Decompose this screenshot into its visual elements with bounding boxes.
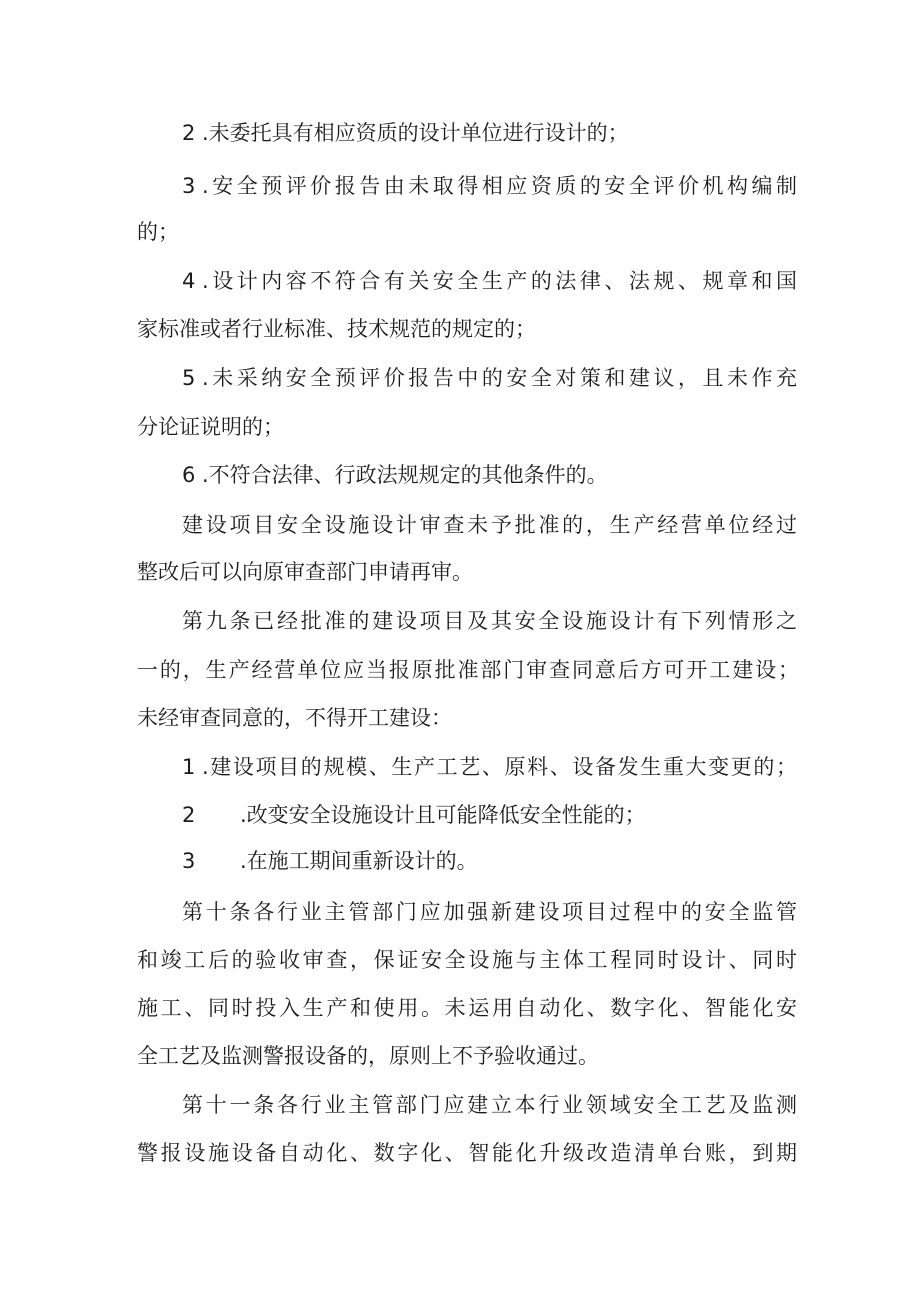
text-line: 整改后可以向原审查部门申请再审。	[137, 560, 473, 584]
item-number: 2	[182, 803, 196, 827]
article-9-line: 第九条已经批准的建设项目及其安全设施设计有下列情形之	[182, 609, 797, 633]
item-number: 6	[182, 463, 196, 487]
list-item-4	[182, 266, 797, 296]
text-line: 和竣工后的验收审查，保证安全设施与主体工程同时设计、同时	[137, 948, 797, 972]
item-text: .改变安全设施设计且可能降低安全性能的；	[240, 803, 646, 827]
item-number: 5	[182, 366, 196, 390]
item-text: .设计内容不符合有关安全生产的法律、法规、规章和国	[202, 269, 797, 293]
item-text: .安全预评价报告由未取得相应资质的安全评价机构编制	[202, 174, 797, 198]
item-number: 4	[182, 269, 196, 293]
item-text: .未采纳安全预评价报告中的安全对策和建议，且未作充	[202, 366, 797, 390]
article-11-line: 第十一条各行业主管部门应建立本行业领域安全工艺及监测	[182, 1093, 797, 1117]
item-text: .不符合法律、行政法规规定的其他条件的。	[202, 463, 608, 487]
list-item-6	[182, 460, 797, 490]
item-text: .未委托具有相应资质的设计单位进行设计的；	[202, 121, 629, 145]
text-line: 家标准或者行业标准、技术规范的规定的；	[137, 317, 536, 341]
list-item-3b	[182, 846, 797, 876]
list-item-3	[182, 171, 797, 201]
text-line: 全工艺及监测警报设备的，原则上不予验收通过。	[137, 1044, 599, 1068]
text-line: 分论证说明的；	[137, 415, 284, 439]
text-line: 未经审查同意的，不得开工建设：	[137, 706, 452, 730]
paragraph-line: 建设项目安全设施设计审查未予批准的，生产经营单位经过	[182, 513, 797, 537]
text-line: 一的，生产经营单位应当报原批准部门审查同意后方可开工建设；	[137, 658, 799, 682]
item-number: 2	[182, 121, 196, 145]
list-item-2b	[182, 800, 797, 830]
list-item-1	[182, 752, 797, 782]
item-text: .在施工期间重新设计的。	[240, 849, 478, 873]
item-number: 3	[182, 174, 196, 198]
item-number: 3	[182, 849, 196, 873]
text-line: 的；	[137, 220, 179, 244]
list-item-5	[182, 363, 797, 393]
text-line: 警报设施设备自动化、数字化、智能化升级改造清单台账，到期	[137, 1141, 797, 1165]
text-line: 施工、同时投入生产和使用。未运用自动化、数字化、智能化安	[137, 996, 797, 1020]
item-number: 1	[182, 755, 196, 779]
list-item-2	[182, 118, 670, 148]
article-10-line: 第十条各行业主管部门应加强新建设项目过程中的安全监管	[182, 900, 797, 924]
item-text: .建设项目的规模、生产工艺、原料、设备发生重大变更的；	[202, 755, 797, 779]
